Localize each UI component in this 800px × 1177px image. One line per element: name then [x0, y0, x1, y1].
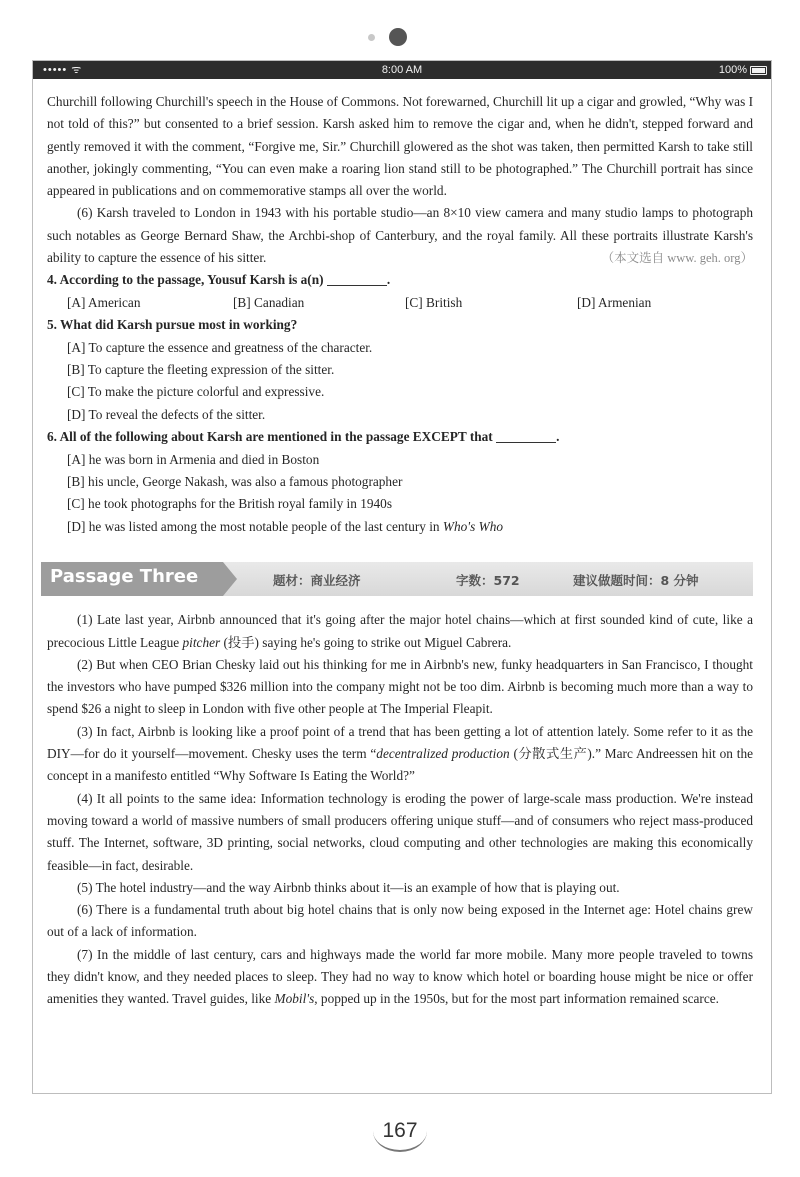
- option-b[interactable]: [B] Canadian: [233, 294, 305, 310]
- italic-term: decentralized production: [376, 746, 510, 762]
- option-c[interactable]: [C] To make the picture colorful and expressive.: [67, 384, 325, 400]
- passage-paragraph: (2) But when CEO Brian Chesky laid out his thinking for me in Airbnb's new, funky headquarters in San Francisco, I thought the investors who have pumped $326 million into the company might not be too dim. Airbnb is becoming much more than a way to spend $26 a night to sleep in London with five other people at The Imperial Fleapit.: [47, 656, 753, 717]
- passage-paragraph: (4) It all points to the same idea: Information technology is eroding the power of large-scale mass production. We're instead moving toward a world of massive numbers of small producers offering unique stuff—and of consumers who reject mass-produced stuff. The Internet, software, 3D printing, social networks, cloud computing and other technologies are making this economically feasible—in fact, desirable.: [47, 790, 753, 873]
- word-count: 字数：572: [456, 573, 520, 589]
- option-italic-text: Who's Who: [442, 518, 504, 534]
- passage-paragraph: [47, 944, 753, 1011]
- paragraph-text: (6) Karsh traveled to London in 1943 with his portable studio—an 8×10 view camera and many studio lamps to photograph such notables as George Bernard Shaw, the Archbi-shop of Canterbury, and the royal family. All these portraits illustrate Karsh's ability to capture the essence of his sitter.: [47, 205, 753, 266]
- question-text: 4. According to the passage, Yousuf Karsh is a(n): [47, 272, 324, 288]
- option-b[interactable]: [B] his uncle, George Nakash, was also a famous photographer: [67, 474, 403, 490]
- sensor-dot: [368, 34, 375, 41]
- question-6: [47, 426, 753, 448]
- option-c[interactable]: [C] British: [405, 294, 463, 310]
- answer-blank: [327, 272, 387, 286]
- paragraph-text: (7) In the middle of last century, cars and highways made the world far more mobile. Many more people traveled to towns they didn't know, and they needed places to sleep. They had no way to know which hotel or boarding house might be nice or offer amenities they wanted. Travel guides, like: [47, 946, 753, 1007]
- option-d[interactable]: [47, 516, 753, 538]
- question-4-options: [47, 292, 753, 314]
- device-camera: [368, 28, 408, 48]
- passage-paragraph: (5) The hotel industry—and the way Airbnb thinks about it—is an example of how that is playing out.: [77, 879, 620, 895]
- option-a[interactable]: [A] he was born in Armenia and died in Boston: [67, 451, 320, 467]
- option-a[interactable]: [A] American: [67, 294, 141, 310]
- camera-lens: [389, 28, 407, 46]
- question-text: 6. All of the following about Karsh are mentioned in the passage EXCEPT that: [47, 429, 493, 445]
- option-text: [D] he was listed among the most notable people of the last century in: [67, 518, 440, 534]
- section-title: Passage Three: [50, 566, 199, 588]
- question-4: [47, 269, 753, 291]
- suggested-time: 建议做题时间：8 分钟: [573, 573, 699, 589]
- battery-percent: 100%: [718, 64, 747, 76]
- question-end: .: [386, 272, 391, 288]
- option-d[interactable]: [D] To reveal the defects of the sitter.: [67, 406, 266, 422]
- status-bar: [33, 61, 771, 79]
- status-time: 8:00 AM: [381, 64, 423, 76]
- paragraph-text: (1) Late last year, Airbnb announced that it's going after the major hotel chains—which at first sounded kind of cute, like a precocious Little League: [47, 612, 753, 650]
- option-c[interactable]: [C] he took photographs for the British royal family in 1940s: [67, 496, 392, 512]
- passage-paragraph: [47, 609, 753, 654]
- paragraph-text: (投手) saying he's going to strike out Miguel Cabrera.: [223, 634, 512, 650]
- signal-wifi-icon: ••••• ᯤ: [43, 64, 83, 76]
- page-number: 167: [370, 1108, 430, 1154]
- passage-paragraph: [47, 202, 753, 269]
- passage-paragraph: (6) There is a fundamental truth about big hotel chains that is only now being exposed in the Internet age: Hotel chains grew out of a lack of information.: [47, 902, 753, 940]
- passage-paragraph: Churchill following Churchill's speech in the House of Commons. Not forewarned, Churchill lit up a cigar and growled, “Why was I not told of this?” but consented to a brief session. Karsh asked him to remove the cigar and, when he didn't, stepped forward and gently removed it with the comment, “Forgive me, Sir.” Churchill glowered as the shot was taken, then permitted Karsh to take still another, jokingly commenting, “You can even make a roaring lion stand still to be photographed.” The Churchill portrait has since appeared in publications and on commemorative stamps all over the world.: [47, 94, 753, 199]
- section-banner: [41, 562, 753, 596]
- banner-arrow: [223, 562, 237, 596]
- page-content: [47, 91, 753, 1011]
- italic-term: pitcher: [182, 634, 221, 650]
- question-5: 5. What did Karsh pursue most in working?: [47, 317, 298, 333]
- answer-blank: [496, 429, 556, 443]
- question-end: .: [556, 429, 560, 445]
- topic-label: 题材：商业经济: [273, 573, 361, 589]
- paragraph-text: (3) In fact, Airbnb is looking like a proof point of a trend that has been getting a lot of attention lately. Some refer to it as the DIY—for do it yourself—movement. Chesky uses the term “: [47, 723, 753, 762]
- passage-paragraph: [47, 721, 753, 788]
- paragraph-text: (分散式生产).” Marc Andreessen hit on the concept in a manifesto entitled “Why Software Is Eating the World?”: [47, 746, 754, 784]
- option-b[interactable]: [B] To capture the fleeting expression of the sitter.: [67, 362, 335, 377]
- option-a[interactable]: [A] To capture the essence and greatness of the character.: [67, 339, 373, 355]
- battery-icon: [750, 66, 767, 75]
- paragraph-text: , popped up in the 1950s, but for the most part information remained scarce.: [314, 991, 719, 1007]
- option-d[interactable]: [D] Armenian: [577, 294, 652, 310]
- italic-term: Mobil's: [274, 991, 315, 1007]
- source-citation: （本文选自 www. geh. org）: [601, 251, 753, 266]
